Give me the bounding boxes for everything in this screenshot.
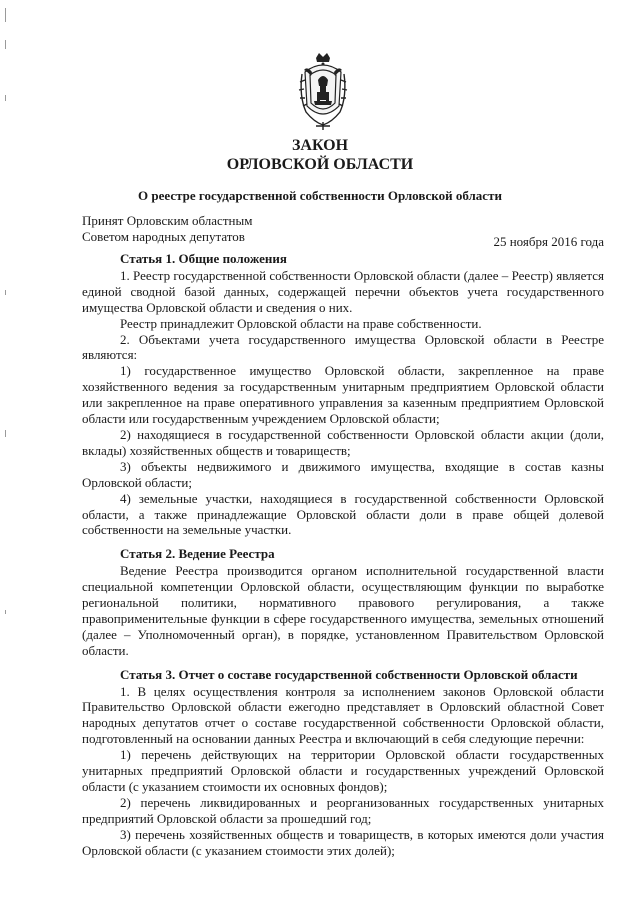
article-2-paragraph: Ведение Реестра производится органом исполнительной государственной власти специальной компетенции Орловской области, осуществляющим функции по выработке региональной политики, нормативного правового регулирования, а также правоприменительные функции в сфере государственного имущества, земельных отношений (далее – Уполномоченный орган), в порядке, установленном Правительством Орловской области. [82, 563, 604, 658]
article-3-list-item: 3) перечень хозяйственных обществ и товариществ, в которых имеются доли участия Орловской области (с указанием стоимости этих долей); [82, 826, 604, 858]
law-body [82, 249, 604, 859]
region-title: ОРЛОВСКОЙ ОБЛАСТИ [226, 156, 414, 173]
document-type-title: ЗАКОН [291, 137, 349, 154]
article-1-list-item: 3) объекты недвижимого и движимого имущества, входящие в состав казны Орловской области; [82, 458, 604, 490]
article-1-list-item: 4) земельные участки, находящиеся в государственной собственности Орловской области, а также принадлежащие Орловской области доли в праве общей долевой собственности на земельные участки. [82, 490, 604, 538]
article-3-list-item: 2) перечень ликвидированных и реорганизованных государственных унитарных предприятий Орловской области за прошедший год; [82, 794, 604, 826]
article-1-paragraph: Реестр принадлежит Орловской области на праве собственности. [120, 315, 482, 331]
adoption-date: 25 ноября 2016 года [493, 234, 604, 249]
article-2-heading: Статья 2. Ведение Реестра [120, 546, 275, 562]
article-1-paragraph: 1. Реестр государственной собственности Орловской области (далее – Реестр) является единой сводной базой данных, содержащей перечни объектов учета государственного имущества Орловской области и сведения о них. [82, 267, 604, 315]
article-3-list-item: 1) перечень действующих на территории Орловской области государственных унитарных предприятий Орловской области и государственных учреждений Орловской области (с указанием стоимости их основных фондов); [82, 747, 604, 794]
adoption-line-1: Принят Орловским областным [82, 213, 253, 228]
article-3-paragraph: 1. В целях осуществления контроля за исполнением законов Орловской области Правительство Орловской области ежегодно представляет в Орловский областной Совет народных депутатов отчет о составе государственной собственности Орловской области, подготовленный на основании данных Реестра и включающий в себя следующие перечни: [82, 683, 604, 747]
orel-region-coat-of-arms-icon [296, 52, 350, 130]
scan-edge-marks [4, 0, 8, 905]
article-1-paragraph: 2. Объектами учета государственного имущества Орловской области в Реестре являются: [82, 331, 604, 363]
article-1-heading: Статья 1. Общие положения [120, 251, 287, 266]
article-1-list-item: 2) находящиеся в государственной собственности Орловской области акции (доли, вклады) хозяйственных обществ и товариществ; [82, 426, 604, 458]
article-1-list-item: 1) государственное имущество Орловской области, закрепленное на праве хозяйственного ведения за государственным унитарным предприятием Орловской области или закрепленное на праве оперативного управления за казенным предприятием Орловской области или государственным учреждением Орловской области; [82, 363, 604, 427]
adoption-line-2: Советом народных депутатов [82, 229, 245, 244]
law-subject-title: О реестре государственной собственности Орловской области [138, 188, 502, 203]
article-3-heading: Статья 3. Отчет о составе государственной собственности Орловской области [120, 666, 578, 682]
